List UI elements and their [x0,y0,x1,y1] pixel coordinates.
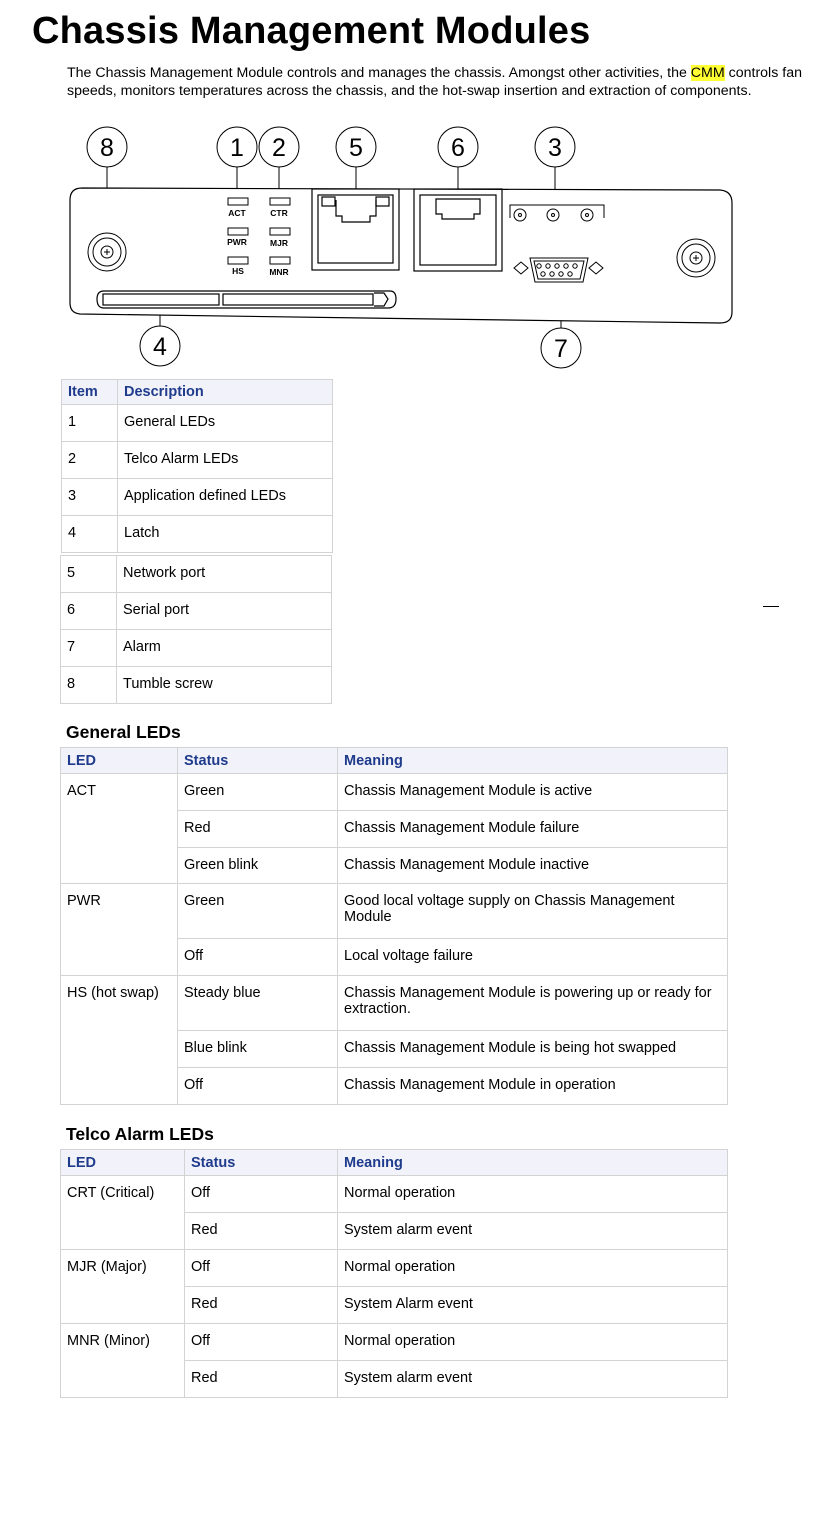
general-leds-heading: General LEDs [66,722,181,742]
callout-1: 1 [230,134,244,162]
meaning-cell: System alarm event [338,1361,728,1398]
callout-3: 3 [548,134,562,162]
status-cell: Red [178,811,338,848]
meaning-cell: Normal operation [338,1176,728,1213]
item-number: 6 [61,593,117,630]
general-header-status: Status [178,748,338,774]
callout-6: 6 [451,134,465,162]
status-cell: Off [178,939,338,976]
items-header-item: Item [62,380,118,405]
general-header-meaning: Meaning [338,748,728,774]
callout-5: 5 [349,134,363,162]
intro-text-end: controls fan speeds, monitors temperatures across the chassis, and the hot-swap insertion and extraction of components. [67,65,802,99]
items-table-part2 [60,555,332,704]
item-number: 3 [62,479,118,516]
status-cell: Off [185,1250,338,1287]
meaning-cell: Chassis Management Module is active [338,774,728,811]
led-name-cell: ACT [61,774,178,884]
led-name-cell: MNR (Minor) [61,1324,185,1398]
status-cell: Off [185,1176,338,1213]
page-title: Chassis Management Modules [32,10,591,52]
led-label-hs: HS [232,266,244,276]
status-cell: Green [178,774,338,811]
telco-header-meaning: Meaning [338,1150,728,1176]
led-label-mjr: MJR [270,238,288,248]
item-description: Tumble screw [117,667,332,704]
item-description: Latch [118,516,333,553]
item-description: Network port [117,556,332,593]
led-name-cell: HS (hot swap) [61,976,178,1105]
item-number: 7 [61,630,117,667]
led-name-cell: MJR (Major) [61,1250,185,1324]
meaning-cell: Chassis Management Module is powering up or ready for extraction. [338,976,728,1031]
status-cell: Green [178,884,338,939]
general-header-led: LED [61,748,178,774]
items-table-part1 [61,379,333,553]
status-cell: Red [185,1213,338,1250]
status-cell: Steady blue [178,976,338,1031]
meaning-cell: Chassis Management Module failure [338,811,728,848]
item-description: Serial port [117,593,332,630]
status-cell: Green blink [178,848,338,884]
meaning-cell: System Alarm event [338,1287,728,1324]
callout-4: 4 [153,333,167,361]
callout-7: 7 [554,335,568,363]
items-header-description: Description [118,380,333,405]
meaning-cell: Chassis Management Module is being hot swapped [338,1031,728,1068]
item-number: 1 [62,405,118,442]
item-number: 4 [62,516,118,553]
led-label-pwr: PWR [227,237,247,247]
status-cell: Red [185,1287,338,1324]
led-name-cell: CRT (Critical) [61,1176,185,1250]
meaning-cell: System alarm event [338,1213,728,1250]
led-name-cell: PWR [61,884,178,976]
status-cell: Red [185,1361,338,1398]
led-label-mnr: MNR [269,267,289,277]
highlighted-term: CMM [690,65,725,81]
item-number: 5 [61,556,117,593]
general-leds-table [60,747,728,1105]
status-cell: Off [185,1324,338,1361]
stray-dash [763,606,779,607]
telco-header-led: LED [61,1150,185,1176]
meaning-cell: Chassis Management Module inactive [338,848,728,884]
status-cell: Blue blink [178,1031,338,1068]
meaning-cell: Chassis Management Module in operation [338,1068,728,1105]
item-description: Application defined LEDs [118,479,333,516]
meaning-cell: Normal operation [338,1250,728,1287]
led-label-ctr: CTR [270,208,288,218]
telco-leds-heading: Telco Alarm LEDs [66,1124,214,1144]
callout-2: 2 [272,134,286,162]
telco-header-status: Status [185,1150,338,1176]
item-description: Alarm [117,630,332,667]
callout-8: 8 [100,134,114,162]
telco-leds-table [60,1149,728,1398]
led-label-act: ACT [228,208,246,218]
item-description: Telco Alarm LEDs [118,442,333,479]
meaning-cell: Local voltage failure [338,939,728,976]
intro-paragraph [67,65,817,100]
item-number: 2 [62,442,118,479]
intro-text-start: The Chassis Management Module controls and manages the chassis. Amongst other activities, the [67,65,691,81]
meaning-cell: Good local voltage supply on Chassis Management Module [338,884,728,939]
item-number: 8 [61,667,117,704]
meaning-cell: Normal operation [338,1324,728,1361]
status-cell: Off [178,1068,338,1105]
cmm-front-panel-diagram [60,120,750,372]
item-description: General LEDs [118,405,333,442]
